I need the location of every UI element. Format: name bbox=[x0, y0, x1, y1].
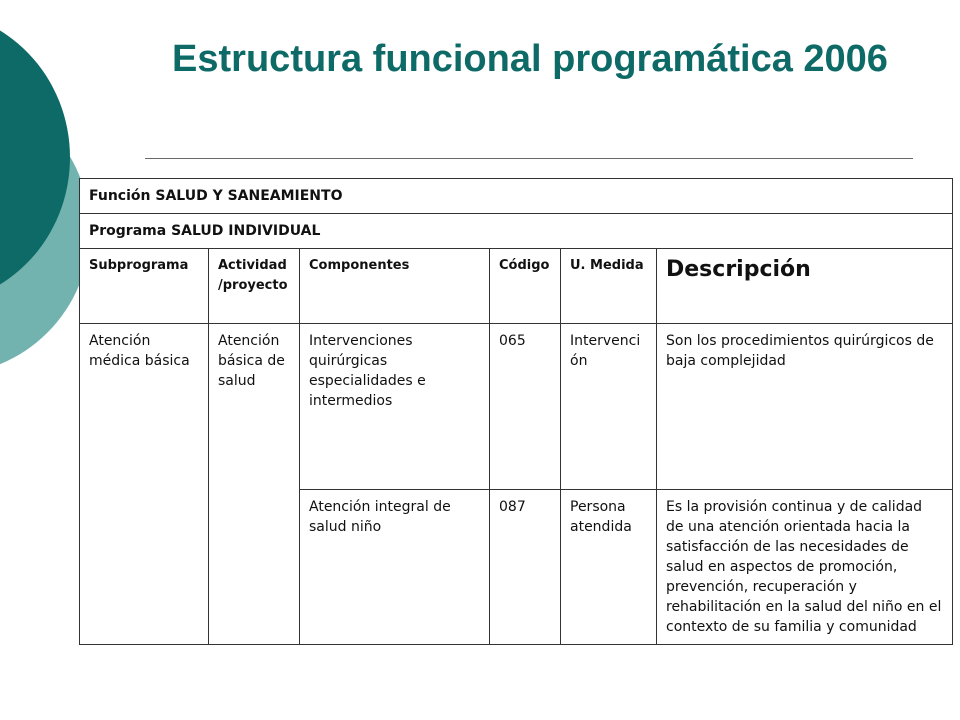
programa-label: Programa bbox=[89, 223, 167, 239]
header-codigo: Código bbox=[490, 249, 561, 324]
header-componentes: Componentes bbox=[300, 249, 490, 324]
cell-componente: Intervenciones quirúrgicas especialidades e intermedios bbox=[300, 324, 490, 490]
cell-unidad: Persona atendida bbox=[561, 490, 657, 645]
header-actividad: Actividad/proyecto bbox=[209, 249, 300, 324]
cell-codigo: 087 bbox=[490, 490, 561, 645]
programa-row bbox=[80, 214, 953, 249]
programa-cell bbox=[80, 214, 953, 249]
title-divider bbox=[145, 158, 913, 159]
header-subprograma: Subprograma bbox=[80, 249, 209, 324]
cell-descripcion: Son los procedimientos quirúrgicos de baja complejidad bbox=[657, 324, 953, 490]
cell-componente: Atención integral de salud niño bbox=[300, 490, 490, 645]
funcion-label: Función bbox=[89, 188, 151, 204]
cell-unidad: Intervención bbox=[561, 324, 657, 490]
header-row bbox=[80, 249, 953, 324]
cell-subprograma: Atención médica básica bbox=[80, 324, 209, 645]
funcion-cell bbox=[80, 179, 953, 214]
structure-table bbox=[79, 178, 953, 645]
cell-descripcion: Es la provisión continua y de calidad de una atención orientada hacia la satisfacción de las necesidades de salud en aspectos de promoción, prevención, recuperación y rehabilitación en la salud del niño en el contexto de su familia y comunidad bbox=[657, 490, 953, 645]
header-unidad: U. Medida bbox=[561, 249, 657, 324]
header-descripcion: Descripción bbox=[657, 249, 953, 324]
funcion-value: SALUD Y SANEAMIENTO bbox=[155, 188, 343, 204]
funcion-row bbox=[80, 179, 953, 214]
table-row bbox=[80, 324, 953, 490]
slide-title: Estructura funcional programática 2006 bbox=[172, 38, 888, 80]
cell-codigo: 065 bbox=[490, 324, 561, 490]
cell-actividad: Atención básica de salud bbox=[209, 324, 300, 645]
programa-value: SALUD INDIVIDUAL bbox=[171, 223, 321, 239]
